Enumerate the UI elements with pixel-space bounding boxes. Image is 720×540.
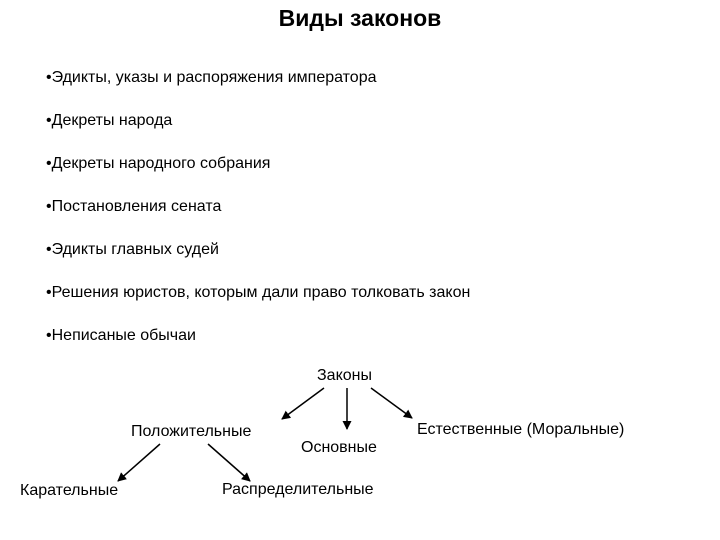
tree-node-punitive: Карательные (20, 482, 119, 499)
tree-node-positive: Положительные (131, 423, 252, 440)
list-item: • Декреты народа (46, 111, 470, 131)
list-item: • Эдикты главных судей (46, 240, 470, 260)
list-item: • Декреты народного собрания (46, 154, 470, 174)
tree-node-natural: Естественные (Моральные) (417, 421, 625, 438)
arrow-root-to-natural (371, 388, 412, 418)
list-item: • Решения юристов, которым дали право толковать закон (46, 283, 470, 303)
law-types-list (46, 68, 470, 369)
tree-node-basic: Основные (301, 439, 377, 456)
list-item: • Неписаные обычаи (46, 326, 470, 346)
tree-node-root: Законы (317, 367, 372, 384)
arrow-root-to-positive (282, 388, 324, 419)
slide-title: Виды законов (278, 5, 442, 31)
list-item: • Эдикты, указы и распоряжения императора (46, 68, 470, 88)
tree-node-distributive: Распределительные (222, 481, 374, 498)
list-item: • Постановления сената (46, 197, 470, 217)
arrow-positive-to-punitive (118, 444, 160, 481)
arrow-positive-to-distributive (208, 444, 250, 481)
